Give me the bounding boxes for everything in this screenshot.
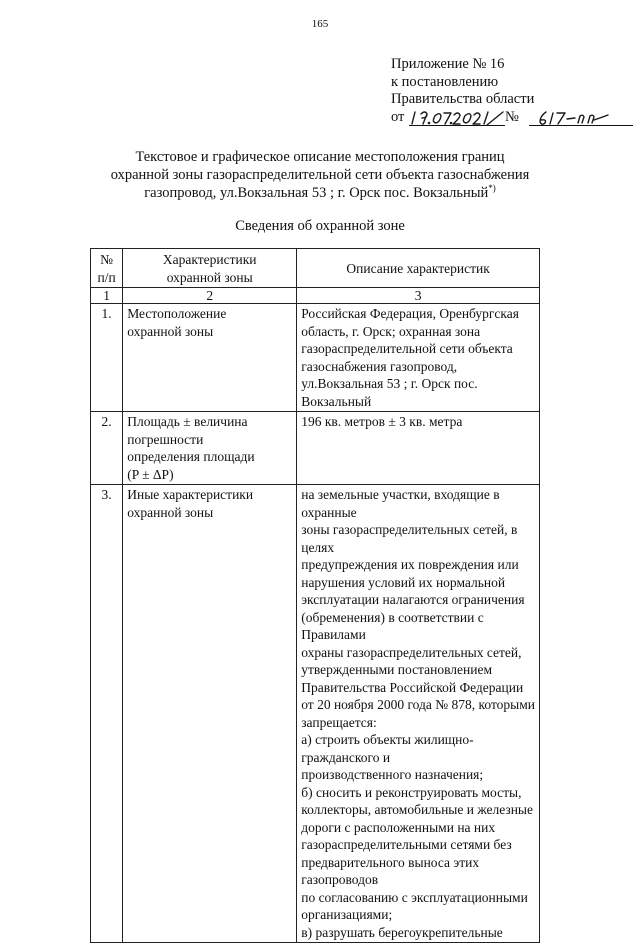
column-number-row (91, 288, 540, 304)
column-number: 2 (123, 288, 297, 304)
title-line-3-text: газопровод, ул.Вокзальная 53 ; г. Орск пос. Вокзальный (144, 185, 489, 201)
row-characteristic: Площадь ± величина погрешности определения площади (P ± ΔP) (123, 412, 297, 485)
header-characteristics: Характеристики охранной зоны (123, 249, 297, 288)
row-description: на земельные участки, входящие в охранные зоны газораспределительных сетей, в целях предупреждения их повреждения или нарушения условий их нормальной эксплуатации налагаются ограничения (обременения) в соответствии с Правилами охраны газораспределительных сетей, утвержденными постановлением Правительства Российской Федерации от 20 ноября 2000 года № 878, которыми запрещается: а) строить объекты жилищно-гражданского и производственного назначения; б) сносить и реконструировать мосты, коллекторы, автомобильные и железные дороги с расположенными на них газораспределительными сетями без предварительного выноса этих газопроводов по согласованию с эксплуатационными организациями; в) разрушать берегоукрепительные (297, 485, 540, 943)
protection-zone-table (90, 248, 540, 943)
title-line-3 (60, 184, 580, 202)
header-description: Описание характеристик (297, 249, 540, 288)
table-row (91, 485, 540, 943)
appendix-government: Правительства области (391, 91, 535, 107)
appendix-number: Приложение № 16 (391, 56, 505, 72)
page-number: 165 (311, 18, 329, 30)
table-row (91, 304, 540, 412)
row-characteristic: Местоположение охранной зоны (123, 304, 297, 412)
row-number: 2. (91, 412, 123, 485)
row-characteristic: Иные характеристики охранной зоны (123, 485, 297, 943)
row-description: 196 кв. метров ± 3 кв. метра (297, 412, 540, 485)
section-subtitle: Сведения об охранной зоне (235, 218, 405, 234)
column-number: 3 (297, 288, 540, 304)
column-number: 1 (91, 288, 123, 304)
header-number: № п/п (91, 249, 123, 288)
row-number: 1. (91, 304, 123, 412)
table-row (91, 412, 540, 485)
appendix-to-resolution: к постановлению (391, 73, 499, 90)
resolution-date-number-line (391, 109, 534, 129)
number-sign-label: № (505, 108, 519, 125)
handwritten-date-number (391, 103, 640, 131)
table-header-row (91, 249, 540, 288)
title-line-2: охранной зоны газораспределительной сети объекта газоснабжения (110, 167, 530, 183)
row-description: Российская Федерация, Оренбургская область, г. Орск; охранная зона газораспределительной сети объекта газоснабжения газопровод, ул.Вокзальная 53 ; г. Орск пос. Вокзальный (297, 304, 540, 412)
appendix-block (391, 56, 534, 129)
title-line-1: Текстовое и графическое описание местоположения границ (135, 149, 505, 165)
from-label: от (391, 108, 405, 125)
row-number: 3. (91, 485, 123, 943)
document-title (60, 148, 580, 202)
footnote-mark: *) (488, 183, 496, 194)
